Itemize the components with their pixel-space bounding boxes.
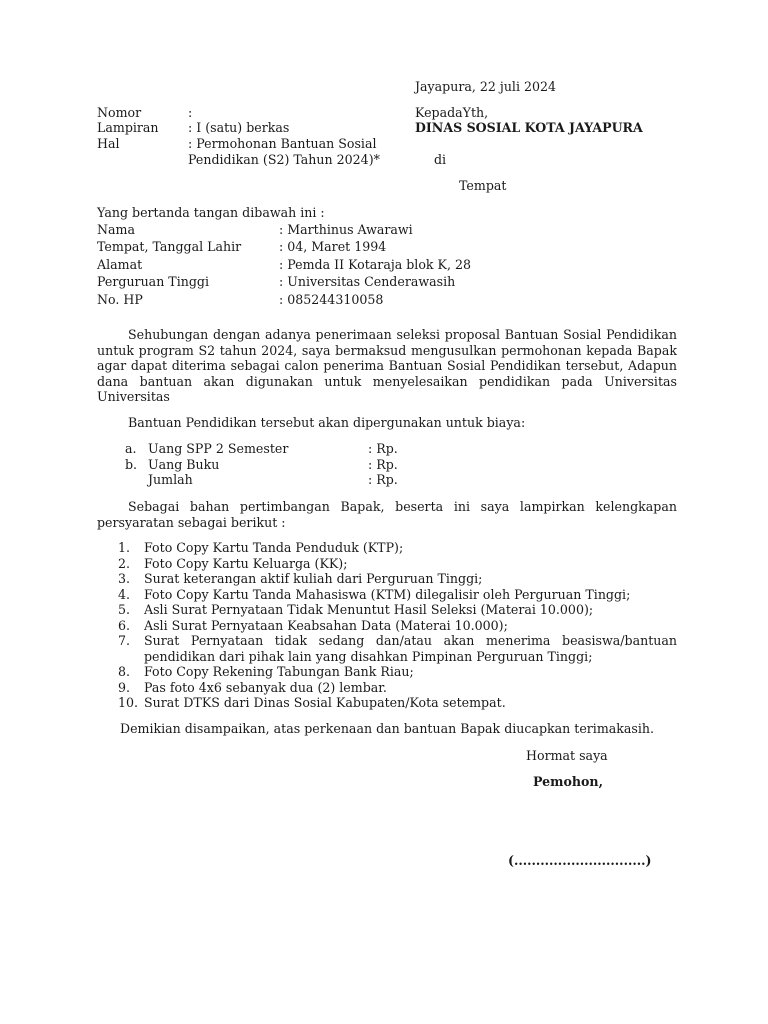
salutation: KepadaYth, — [415, 105, 489, 120]
identity-value-ttl: : 04, Maret 1994 — [279, 239, 387, 254]
lampiran-value: : I (satu) berkas — [188, 120, 290, 135]
list-item: Surat Pernyataan tidak sedang dan/atau akan menerima beasiswa/bantuan pendidikan dari pihak lain yang disahkan Pimpinan Perguruan Tinggi; — [144, 633, 677, 664]
recipient-di: di — [434, 152, 447, 167]
list-item: Foto Copy Kartu Keluarga (KK); — [144, 556, 348, 571]
place-date: Jayapura, 22 juli 2024 — [415, 79, 557, 94]
recipient-name: DINAS SOSIAL KOTA JAYAPURA — [415, 120, 643, 135]
cost-value: : Rp. — [368, 457, 398, 472]
list-item: Pas foto 4x6 sebanyak dua (2) lembar. — [144, 680, 387, 695]
identity-label-alamat: Alamat — [97, 257, 143, 272]
body-paragraph-2: Bantuan Pendidikan tersebut akan dipergunakan untuk biaya: — [128, 415, 526, 430]
identity-intro: Yang bertanda tangan dibawah ini : — [97, 205, 325, 220]
identity-value-nama: : Marthinus Awarawi — [279, 222, 413, 237]
cost-total-label: Jumlah — [148, 472, 193, 487]
cost-total-value: : Rp. — [368, 472, 398, 487]
list-number: 8. — [118, 664, 131, 679]
signature-blank-line: (..............................) — [508, 853, 652, 868]
list-number: 9. — [118, 680, 131, 695]
list-number: 5. — [118, 602, 131, 617]
lampiran-label: Lampiran — [97, 120, 159, 135]
hal-value-line1: : Permohonan Bantuan Sosial — [188, 136, 377, 151]
nomor-label: Nomor — [97, 105, 142, 120]
list-item: Surat DTKS dari Dinas Sosial Kabupaten/Kota setempat. — [144, 695, 506, 710]
list-number: 7. — [118, 633, 131, 648]
list-number: 4. — [118, 587, 131, 602]
list-number: 1. — [118, 540, 131, 555]
closing-sentence: Demikian disampaikan, atas perkenaan dan bantuan Bapak diucapkan terimakasih. — [120, 721, 655, 736]
signature-role: Pemohon, — [533, 774, 603, 789]
nomor-value: : — [188, 105, 193, 120]
identity-value-pt: : Universitas Cenderawasih — [279, 274, 456, 289]
cost-value: : Rp. — [368, 441, 398, 456]
identity-label-pt: Perguruan Tinggi — [97, 274, 209, 289]
recipient-place: Tempat — [459, 178, 507, 193]
signature-regards: Hormat saya — [526, 748, 608, 763]
cost-label: Uang Buku — [148, 457, 220, 472]
body-paragraph-1: Sehubungan dengan adanya penerimaan seleksi proposal Bantuan Sosial Pendidikan untuk program S2 tahun 2024, saya bermaksud mengusulkan permohonan kepada Bapak agar dapat diterima sebagai calon penerima Bantuan Sosial Pendidikan tersebut, Adapun dana bantuan akan digunakan untuk menyelesaikan pendidikan pada Universitas Universitas — [97, 327, 677, 404]
list-item: Surat keterangan aktif kuliah dari Perguruan Tinggi; — [144, 571, 483, 586]
body-paragraph-3: Sebagai bahan pertimbangan Bapak, beserta ini saya lampirkan kelengkapan persyaratan sebagai berikut : — [97, 499, 677, 530]
identity-value-hp: : 085244310058 — [279, 292, 384, 307]
identity-label-nama: Nama — [97, 222, 135, 237]
list-number: 6. — [118, 618, 131, 633]
hal-label: Hal — [97, 136, 120, 151]
list-item: Asli Surat Pernyataan Tidak Menuntut Hasil Seleksi (Materai 10.000); — [144, 602, 594, 617]
identity-label-ttl: Tempat, Tanggal Lahir — [97, 239, 242, 254]
list-item: Foto Copy Kartu Tanda Penduduk (KTP); — [144, 540, 404, 555]
cost-marker: b. — [125, 457, 138, 472]
hal-value-line2: Pendidikan (S2) Tahun 2024)* — [188, 152, 380, 167]
list-item: Foto Copy Rekening Tabungan Bank Riau; — [144, 664, 414, 679]
list-item: Asli Surat Pernyataan Keabsahan Data (Materai 10.000); — [144, 618, 508, 633]
cost-marker: a. — [125, 441, 137, 456]
list-number: 2. — [118, 556, 131, 571]
identity-label-hp: No. HP — [97, 292, 143, 307]
list-number: 10. — [118, 695, 139, 710]
cost-label: Uang SPP 2 Semester — [148, 441, 289, 456]
list-number: 3. — [118, 571, 131, 586]
list-item: Foto Copy Kartu Tanda Mahasiswa (KTM) dilegalisir oleh Perguruan Tinggi; — [144, 587, 631, 602]
identity-value-alamat: : Pemda II Kotaraja blok K, 28 — [279, 257, 471, 272]
